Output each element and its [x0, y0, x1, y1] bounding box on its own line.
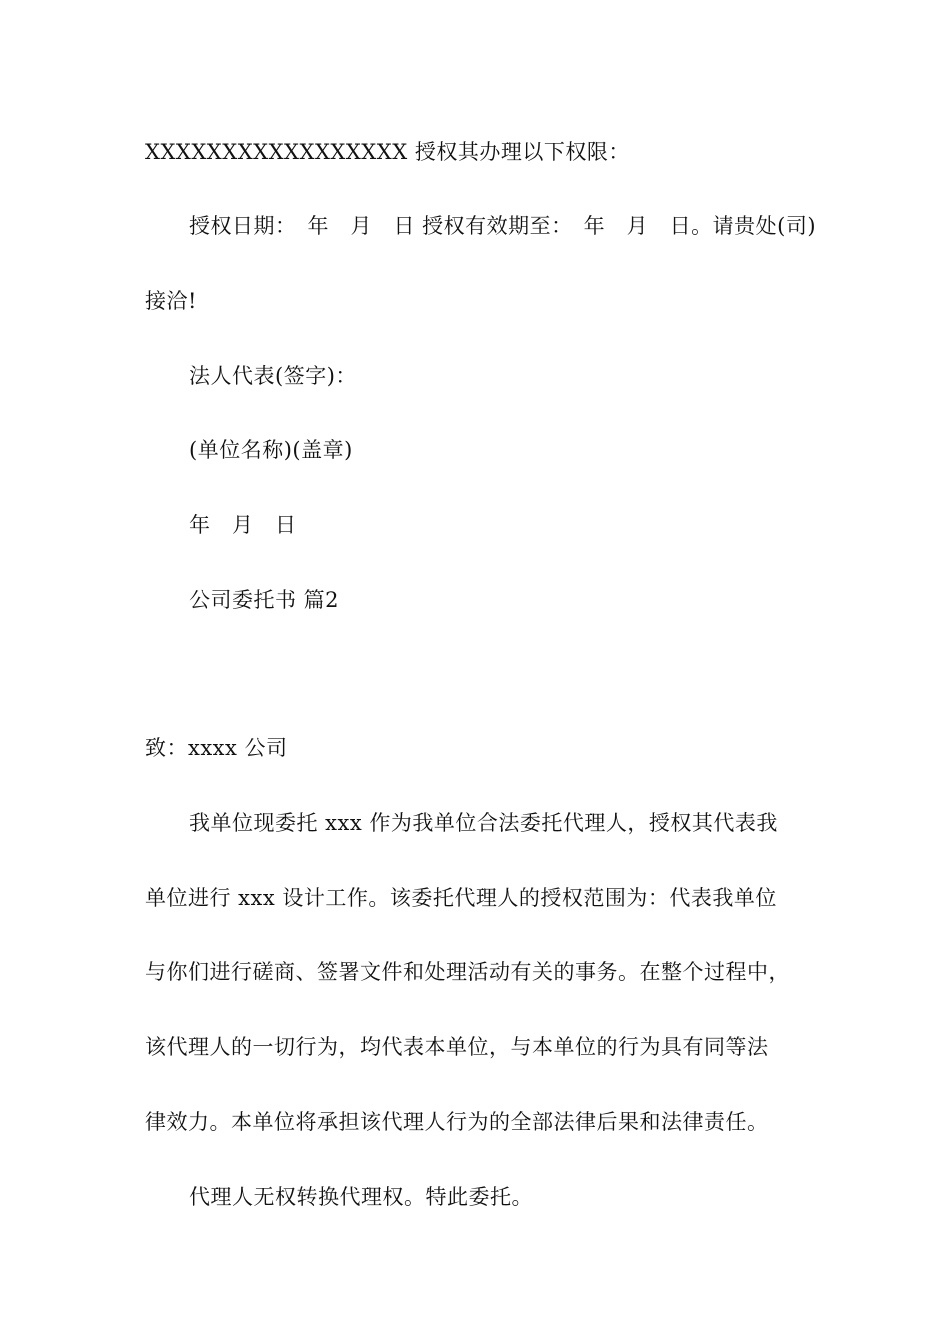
- addressee-line: 致：xxxx 公司: [145, 736, 288, 760]
- contact-line: 接洽!: [145, 289, 197, 313]
- company-seal-line: (单位名称)(盖章): [189, 438, 353, 462]
- paragraph-line: 与你们进行磋商、签署文件和处理活动有关的事务。在整个过程中，: [145, 960, 790, 984]
- closing-line: 代理人无权转换代理权。特此委托。: [189, 1185, 533, 1209]
- authorization-date-line: 授权日期： 年 月 日 授权有效期至： 年 月 日。请贵处(司): [189, 214, 817, 238]
- authorization-scope-line: XXXXXXXXXXXXXXXXX 授权其办理以下权限：: [145, 140, 630, 164]
- section-heading: 公司委托书 篇2: [189, 588, 340, 612]
- paragraph-line: 律效力。本单位将承担该代理人行为的全部法律后果和法律责任。: [145, 1110, 769, 1134]
- paragraph-line: 单位进行 xxx 设计工作。该委托代理人的授权范围为：代表我单位: [145, 886, 777, 910]
- signature-date-line: 年 月 日: [189, 513, 297, 537]
- paragraph-line: 该代理人的一切行为，均代表本单位，与本单位的行为具有同等法: [145, 1035, 769, 1059]
- paragraph-line: 我单位现委托 xxx 作为我单位合法委托代理人，授权其代表我: [189, 811, 778, 835]
- legal-representative-signature: 法人代表(签字)：: [189, 364, 357, 388]
